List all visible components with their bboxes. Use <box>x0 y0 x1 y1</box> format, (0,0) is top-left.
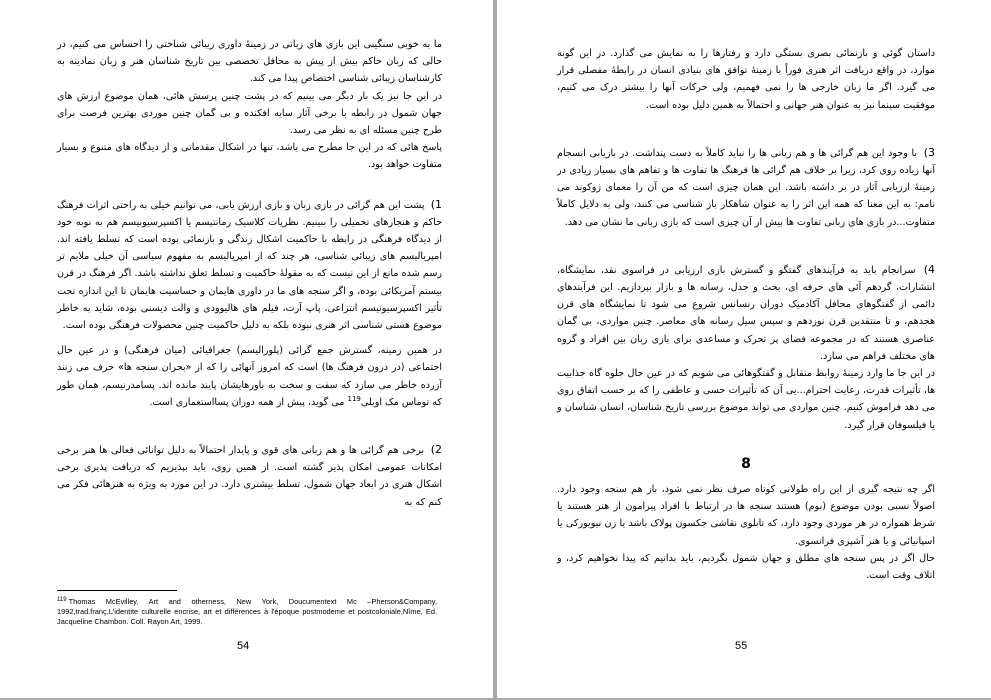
item-number: 3) <box>923 145 935 159</box>
page-number: 55 <box>735 640 748 652</box>
item-text: با وجود این هم گرائی ها و هم زبانی ها را نباید کاملاً به دست پنداشت. در بازیابی انسجام آنها زیاده روی کرد، زیرا بر خلاف هم گرائی ها فرهنگ ها تفاوت ها و تفاهم های بسیار زیادی در زمینهٔ ارزیابی آثار در بر داشته باشد. این همان چیزی است که من آن را معمای ژوکوند می نامم: به این معنا که همه این اثر را به عنوان شاهکار باز شناسی می کنند، ولی به دلایل کاملاً متفاوت...در بازی های زبانی تفاوت ها بیش از آن چیزی است که بازی زبانی ما نشان می دهد. <box>557 147 935 228</box>
left-page <box>0 0 493 698</box>
list-item-3 <box>557 144 935 231</box>
footnote-reference[interactable]: 119 <box>347 394 361 403</box>
paragraph-text-tail: می گوید، پیش از همه دوران پسااستعماری است. <box>149 396 348 408</box>
section-heading: 8 <box>741 455 751 472</box>
page-number: 54 <box>237 640 250 652</box>
item-number: 1) <box>430 197 442 211</box>
item-number: 2) <box>430 443 442 457</box>
paragraph: ما به خوبی سنگینی این بازی های زبانی در زمینهٔ داوری زیبائی شناختی را احساس می کنیم، در حالی که زبان حاکم بیش از پیش به محافل تخصصی بین تاریخ شناسان هنر و زبان نمادینه به کارشناسان زیبائی شناسی اختصاص پیدا می کند. <box>57 39 442 85</box>
paragraph: در این جا ما وارد زمینهٔ روابط متقابل و گفتگوهائی می شویم که در عین حال جلوه گاه جذابیت ها، تأثیرات قدرت، رعایت احترام...یی آن که تأثیرات حسی و عاطفی را که بر حسب اتفاق روی می دهد فراموش کنیم. چنین مواردی می تواند موضوع بررسی تاریخ شناسان، انسان شناسان و یا فیلسوفان قرار گیرد. <box>557 368 935 431</box>
paragraph-text: در همین زمینه، گسترش جمع گرائی (پلورالیسم) جغرافیائی (میان فرهنگی) و در عین حال اجتماعی (در درون فرهنگ ها) است که امروز آنهائی را که از «بحران سنجه ها» حرف می زنند آزرده خاطر می سازد که سفت و سخت به باورهایشان پایند مانده اند. پسامدرنیسم، همان طور که توماس مک اویلی <box>57 345 442 408</box>
item-text: برخی هم گرائی ها و هم زبانی های قوی و پایدار احتمالاً به دلیل توانائی فعالی ها هنر برخی امکانات عمومی امکان پذیر گشته است. از همین روی، باید بپذیریم که دریافت پذیری برخی اشکال هنری در ابعاد جهان شمول، تسلط بیشتری دارد. در این مورد به ویژه به هنرهائی فکر می کنم که به <box>57 445 442 508</box>
paragraph: در این جا نیز یک بار دیگر می بینیم که در پشت چنین پرسش هائی، همان موضوع ارزش های جهان شمول در رابطه با برخی آثار سایه افکنده و بی گمان چنین موردی بهترین فرصت برای طرح چنین مسئله ای به نظر می رسد. <box>57 90 442 137</box>
right-page <box>497 0 991 698</box>
footnote-text: Thomas McEvilley, Art and otherness, New York, Doucumentext Mc –Pherson&Company, 1992,trad.franç,L'identite culturelle encrise, art et différences à l'époque postmodeme et postcoloniale,Nîme, Ed. Jacqueline Chambon. Coll. Rayon Art, 1999. <box>57 597 437 626</box>
item-text: پشت این هم گرائی در بازی زبان و بازی ارزش یابی، می توانیم خیلی به راحتی اثرات فرهنگ حاکم و هنجارهای تحمیلی را ببینیم. نظریات کلاسیک رمانتیسم یا اکسپرسیونیسم هم به نوبه خود از دیدگاه فرهنگی در رابطه با حاکمیت اشکال زندگی و بازنمائی بوده است که تسلط یافته اند. امپریالیسم های زیبائی شناسی، هر چند که از امپریالیسم به مفهوم سیاسی آن خیلی ملایم تر رسم شده مانع از این نیست که به مقولهٔ حاکمیت و تسلط تعلق نداشته باشد. اگر فرهنگ در قرن بیستم آمریکائی بوده، و اگر سنجه های ما در داوری هایمان و حساسیت هایمان تا این اندازه تحت تأثیر اکسپرسیونیسم انتزاعی، پاپ آرت، فیلم های هالیوودی و والت دیسنی بوده، شاید به خاطر موضوع هستی شناسی اثر هنری نبوده بلکه به دلیل حاکمیت چنین محصولات فرهنگی بوده است. <box>57 199 442 332</box>
item-text: سرانجام باید به فرآیندهای گفتگو و گسترش بازی ارزیابی در فراسوی نقد، نمایشگاه، انتشارات، گردهم آئی های حرفه ای، بحث و جدل، رسانه ها و بازار بپردازیم. این فرآیندهای دائمی از گفتگوهای محافل آکادمیک دوران رنسانس شروع می شود تا نمایشگاه های قرن هجدهم، و تا منتقدین قرن نوزدهم و سپس سیل رسانه های معاصر. چنین مواردی، بی گمان عناصری هستند که در مجموعه فضای پر تحرک و مساعدی برای بازی زبان بین افراد و گروه های مختلف فراهم می سازد. <box>557 264 935 362</box>
list-item-2 <box>57 441 442 511</box>
paragraph: اگر چه نتیجه گیری از این راه طولانی کوتاه صرف نظر نمی شود، باز هم سنجه وجود دارد. اصولاً نسبی بودن موضوع (بوم) هستند سنجه ها در ارتباط با افراد پیرامون از هنر هستند یا شرط همواره در هر موردی وجود دارد، که تابلوی نقاشی جکسون پولاک باشد یا زن نیویورکی یا اسپانیائی و یا هنر آشپزی فرانسوی. <box>557 484 935 547</box>
footnote-number: 119 <box>57 596 67 603</box>
item-number: 4) <box>923 262 935 276</box>
right-page-text <box>557 45 935 584</box>
left-page-text <box>57 36 442 511</box>
list-item-4 <box>557 261 935 365</box>
footnote <box>57 597 437 627</box>
list-item-1 <box>57 196 442 335</box>
paragraph: حال اگر در پس سنجه های مطلق و جهان شمول بگردیم، باید بدانیم که پیدا نخواهیم کرد، و اتلاف وقت است. <box>557 552 935 582</box>
paragraph: داستان گوئی و بازنمائی بصری بستگی دارد و رفتارها را به نمایش می گذارد. در این گونه موارد، در واقع دریافت اثر هنری فوراً با زمینهٔ توافق های بنیادی انسان در رابطهٔ مفصلی قرار می گیرد. اگر ما زبان خارجی ها را نمی فهمیم، ولی حرکات آنها را بیشتر درک می کنیم، موفقیت سینما نیز به عنوان هنر جهانی و احتمالاً به همین دلیل بوده است. <box>557 48 935 111</box>
paragraph <box>57 342 442 411</box>
paragraph: پاسخ هائی که در این جا مطرح می باشد، تنها در اشکال مقدماتی و از دیدگاه های متنوع و بسیار متفاوت خواهد بود. <box>57 142 442 171</box>
footnote-divider <box>57 590 177 591</box>
